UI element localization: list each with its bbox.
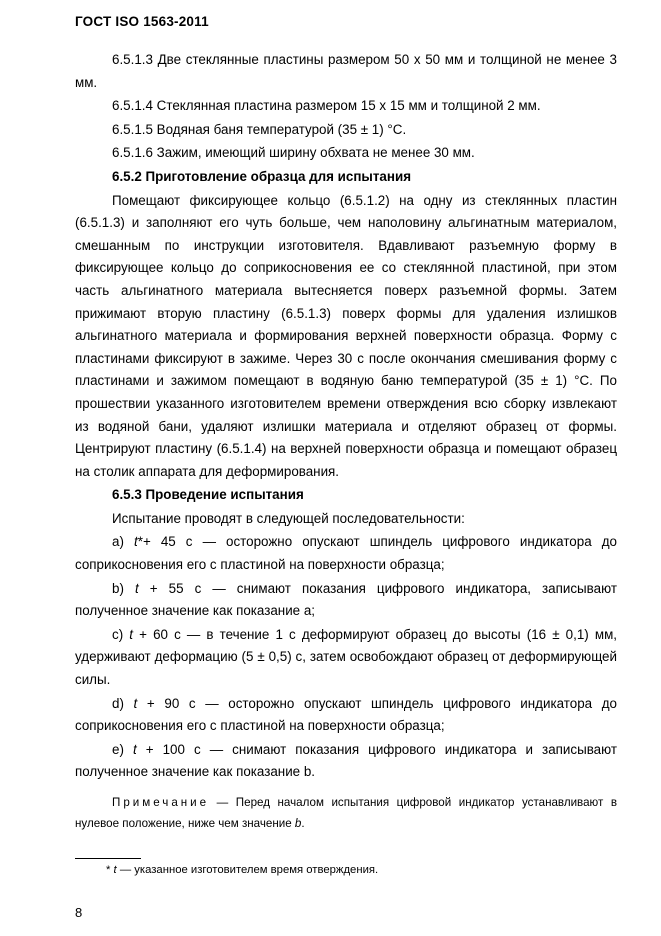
footnote <box>106 862 378 878</box>
section-6-5-2-heading: 6.5.2 Приготовление образца для испытания <box>112 168 412 184</box>
step-prefix: b) <box>112 580 135 596</box>
step-d <box>75 693 617 738</box>
section-6-5-2-body: Помещают фиксирующее кольцо (6.5.1.2) на одну из стеклянных пластин (6.5.1.3) и заполняют его чуть больше, чем наполовину альгинатным материалом, смешанным по инструкции изготовителя. Вдавливают разъемную форму в фиксирующее кольцо до соприкосновения ее со стеклянной пластиной, при этом часть альгинатного материала вытесняется поверх разъемной формы. Затем прижимают вторую пластину (6.5.1.3) поверх формы для удаления излишков альгинатного материала и формирования верхней поверхности образца. Форму с пластинами фиксируют в зажиме. Через 30 с после окончания смешивания форму с пластинами и зажимом помещают в водяную баню температурой (35 ± 1) °С. По прошествии указанного изготовителем времени отверждения всю сборку извлекают из водяной бани, удаляют излишки материала и отделяют образец от формы. Центрируют пластину (6.5.1.4) на верхней поверхности образца и помещают образец на столик аппарата для деформирования. <box>75 192 617 479</box>
item-6-5-1-3: 6.5.1.3 Две стеклянные пластины размером 50 х 50 мм и толщиной не менее 3 мм. <box>75 52 617 90</box>
footnote-variable: t <box>113 864 117 876</box>
step-c <box>75 624 617 692</box>
step-text: + 90 с — осторожно опускают шпиндель цифрового индикатора до соприкосновения его с пластиной на поверхности образца; <box>75 695 617 734</box>
time-variable: t <box>129 626 134 642</box>
document-body <box>75 49 617 834</box>
note-label: Примечание <box>112 796 210 809</box>
step-a <box>75 531 617 576</box>
step-e <box>75 739 617 784</box>
step-prefix: е) <box>112 741 133 757</box>
footnote-text: — указанное изготовителем время отверждения. <box>116 864 379 876</box>
time-variable: t <box>134 580 139 596</box>
time-variable: t <box>132 741 137 757</box>
step-prefix: d) <box>112 695 134 711</box>
step-prefix: а) <box>112 534 134 550</box>
note <box>75 792 617 834</box>
step-text: + 60 с — в течение 1 с деформируют образец до высоты (16 ± 0,1) мм, удерживают деформацию (5 ± 0,5) с, затем освобождают образец от деформирующей силы. <box>75 626 618 688</box>
note-variable: b <box>294 817 302 830</box>
item-6-5-1-6: 6.5.1.6 Зажим, имеющий ширину обхвата не менее 30 мм. <box>112 145 475 161</box>
step-prefix: с) <box>112 626 130 642</box>
section-6-5-3-heading: 6.5.3 Проведение испытания <box>112 487 304 503</box>
step-text: + 45 с — осторожно опускают шпиндель цифрового индикатора до соприкосновения его с пластиной на поверхности образца; <box>75 534 617 573</box>
item-6-5-1-5: 6.5.1.5 Водяная баня температурой (35 ± 1) °С. <box>112 121 407 137</box>
page-number: 8 <box>75 905 83 920</box>
step-text: + 100 с — снимают показания цифрового индикатора и записывают полученное значение как показание b. <box>75 741 617 780</box>
note-text: — Перед началом испытания цифровой индикатор устанавливают в нулевое положение, ниже чем значение <box>75 796 617 830</box>
time-variable: t <box>133 534 138 550</box>
footnote-separator <box>75 858 141 859</box>
step-text: + 55 с — снимают показания цифрового индикатора, записывают полученное значение как показание a; <box>75 580 617 619</box>
document-header: ГОСТ ISO 1563-2011 <box>75 14 209 29</box>
step-b <box>75 578 617 623</box>
time-variable: t <box>133 695 138 711</box>
item-6-5-1-4: 6.5.1.4 Стеклянная пластина размером 15 х 15 мм и толщиной 2 мм. <box>112 98 541 114</box>
section-6-5-3-intro: Испытание проводят в следующей последовательности: <box>112 510 465 526</box>
footnote-marker: * <box>137 534 143 550</box>
footnote-mark: * <box>106 864 114 876</box>
note-end: . <box>301 817 305 830</box>
